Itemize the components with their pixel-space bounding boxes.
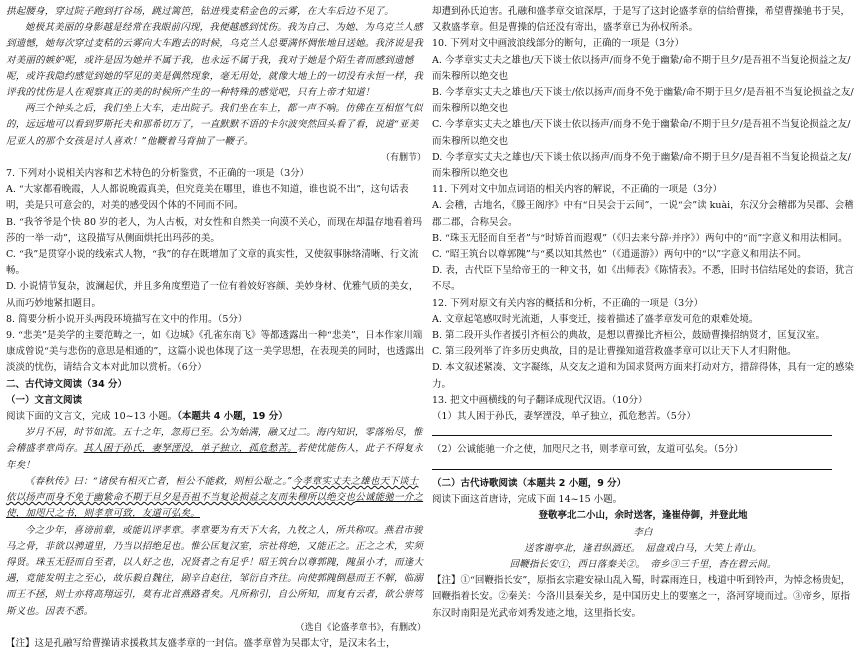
- novel-source: （有删节）: [380, 152, 426, 163]
- question-7-option-d: D. 小说情节复杂，波澜起伏，并且多角度塑造了一位有着姣好容颜、美妙身材、优雅气质的美女，从而巧妙地紧扣题目。: [6, 281, 419, 309]
- wenyan-text: 若使忧能伤人，此子不得复永年矣！: [6, 443, 424, 471]
- poem-line: 送客谢亭北，逢君纵酒还。 屈盘戏白马，大笑上青山。: [524, 542, 762, 554]
- answer-line: [432, 425, 854, 442]
- question-7-option-b: B. “我爷爷是个快 80 岁的老人，为人古板，对女性和自然美一向漠不关心，而现在却温存地看着玛莎的一举一动”，这段描写从侧面烘托出玛莎的美。: [6, 216, 423, 244]
- wavy-underlined-passage: 今孝章实丈夫之雄也天下谈士依以扬声而身不免于幽絷命不期于旦夕是吾祖不当复论损益之友而朱穆所以绝交也: [6, 475, 419, 504]
- question-10-option-b: B. 今孝章实丈夫之雄也/天下谈士/依以扬声/而身不免于幽絷/命不期于旦夕/是吾祖不当复论损益之友/而朱穆所以绝交也: [432, 87, 854, 115]
- section-2-2-heading: （二）古代诗歌阅读（本题共 2 小题，9 分）: [432, 477, 627, 489]
- question-11-option-a: A. 会稽，古地名，《滕王阁序》中有“日吴会于云间”，一说“会”读 kuài，东汉分会稽郡为吴郡、会稽郡二郡，合称吴会。: [432, 200, 854, 228]
- question-12-option-d: D. 本文叙述紧凑、文字凝练，从交友之道和为国求贤两方面来打动对方，措辞得体，具有一定的感染力。: [432, 362, 854, 390]
- question-11-stem: 11. 下列对文中加点词语的相关内容的解说，不正确的一项是（3分）: [432, 184, 723, 196]
- question-11-option-c: C. “昭王筑台以尊郭隗”与“奚以知其然也”（《逍遥游》）两句中的“以”字意义和用法不同。: [432, 249, 807, 261]
- question-11-option-b: B. “珠玉无胫而自至者”与“时矫首而遐观”（《归去来兮辞·并序》）两句中的“而”字意义和用法相同。: [432, 232, 848, 244]
- left-column: [6, 4, 426, 649]
- question-12-option-c: C. 第三段列举了许多历史典故，目的是让曹操知道营救盛孝章可以让天下人才归附他。: [432, 346, 797, 358]
- poem-note: 【注】①“回鞭指长安”，原指玄宗避安禄山乱入蜀，时霖雨连日，栈道中听到铃声，为悼念杨贵妃，回鞭指着长安。②秦关：今洛川县秦关乡，是中国历史上的要塞之一，洛河穿境而过。③帝乡，原指东汉时南阳是光武帝刘秀发迹之地，这里指长安。: [432, 575, 851, 619]
- footnote: 【注】这是孔融写给曹操请求援救其友盛孝章的一封信。盛孝章曾为吴郡太守，是汉末名士，: [6, 637, 396, 649]
- question-10-stem: 10. 下列对文中画波浪线部分的断句，正确的一项是（3分）: [432, 38, 685, 50]
- section-2-1-intro: [6, 409, 426, 425]
- novel-paragraph: 两三个钟头之后，我们坐上大车，走出院子。我们坐在车上，都一声不响。仿佛在互相怄气似的，远远地可以看到罗斯托夫和那希切万了，一直默默不语的卡尔波突然回头看了看，说道“亚美尼亚人的那个女孩是讨人喜欢！”他鞭着马背抽了一鞭子。: [6, 103, 423, 147]
- wenyan-text: 岁月不居，时节如流。五十之年，忽焉已至。公为始满，融又过二。海内知识，零落殆尽，惟会稽盛孝章尚存。: [6, 427, 423, 455]
- wenyan-paragraph-3: 今之少年，喜谤前辈，或能讥评孝章。孝章要为有天下大名，九牧之人，所共称叹。燕君市骏马之骨，非欲以骋道里，乃当以招绝足也。惟公匡复汉室，宗社将绝，又能正之。正之之术，实须得贤。珠玉无胫而自至者，以人好之也，况贤者之有足乎！昭王筑台以尊郭隗，隗虽小才，而逢大遇，竟能发明主之至心，故乐毅自魏往，剧辛自赵往，邹衍自齐往。向使郭隗倒悬而王不解，临溺而王不拯，则士亦将高翔远引，莫有北首燕路者矣。凡所称引，自公所知，而复有云者，欲公崇笃斯义也。因表不悉。: [6, 524, 424, 617]
- question-7-stem: 7. 下列对小说相关内容和艺术特色的分析鉴赏，不正确的一项是（3分）: [6, 168, 310, 180]
- right-column: [432, 4, 854, 619]
- wenyan-source: （选自《论盛孝章书》，有删改）: [295, 622, 426, 633]
- question-10-option-d: D. 今孝章实丈夫之雄也/天下谈士依以扬声/而身不免于幽絷/命不期于旦夕/是吾祖不当复论损益之友/而朱穆所以绝交也: [432, 151, 851, 180]
- wenyan-paragraph-1: [6, 425, 426, 474]
- poem-title: 登敬亭北二小山，余时送客，逢崔侍御，并登此地: [538, 510, 748, 522]
- underlined-sentence-2: 公诚能驰一介之使，加咫尺之书，则孝章可致，友道可弘矣。: [6, 492, 424, 520]
- answer-blank[interactable]: [432, 425, 832, 436]
- answer-blank[interactable]: [432, 459, 832, 470]
- question-10-option-a: A. 今孝章实丈夫之雄也/天下谈士依以扬声/而身不免于幽絷/命不期于旦夕/是吾祖不当复论损益之友/而朱穆所以绝交也: [432, 54, 851, 82]
- footnote-continued: 却遭到孙氏迫害。孔融和盛孝章交谊深厚，于是写了这封论盛孝章的信给曹操，希望曹操驰书于吴，又救盛孝章。但是曹操的信还没有寄出，盛孝章已为孙权所杀。: [432, 6, 851, 34]
- novel-paragraph: 她极其美丽的身影越是经常在我眼前闪现，我便越感到忧伤。我为自己、为她、为乌克兰人感到遗憾，她每次穿过麦秸的云雾向大车跑去的时候，乌克兰人总要满怀惆怅地目送她。我济说是我对美丽的嫉妒呢，或许是因为她并不属于我，也永远不属于我，我对于她是个陌生者而感到遗憾呢，或许我隐约感觉到她的罕见的美是偶然现象，毫无用处，就像大地上的一切没有永恒一样，我评我的忧伤是人在观察真正的美的时候所产生的一种特殊的感觉吧，只有上帝才知道！: [6, 22, 424, 99]
- question-13-part-2: （2）公诚能驰一介之使，加咫尺之书，则孝章可致，友道可弘矣。（5分）: [432, 444, 744, 456]
- question-9: 9. “悲美”是美学的主要范畴之一，如《边城》《孔雀东南飞》等都透露出一种“悲美”，日本作家川端康成曾说“美与悲伤的意思是相通的”，这篇小说也体现了这一美学思想，在表现美的同时，也透露出淡淡的忧伤，请结合文本对此加以赏析。（6分）: [6, 330, 425, 374]
- section-2-heading: 二、古代诗文阅读（34 分）: [6, 378, 128, 390]
- wenyan-text: 《春秋传》曰：“诸侯有相灭亡者，桓公不能救，则桓公耻之。”: [25, 475, 293, 487]
- question-10-option-c: C. 今孝章实丈夫之雄也/天下谈士依以扬声/而身不免于幽絷命/不期于旦夕/是吾祖不当复论损益之友/而朱穆所以绝交也: [432, 119, 851, 147]
- section-2-1-heading: （一）文言文阅读: [6, 394, 83, 406]
- question-8: 8. 简要分析小说开头两段环境描写在文中的作用。（5分）: [6, 313, 248, 325]
- novel-paragraph: 拱起腰身，穿过院子跑到打谷场，跳过篱笆，钻进残麦秸金色的云雾，在大车后边不见了。: [6, 6, 395, 17]
- question-11-option-d: D. 表，古代臣下呈给帝王的一种文书，如《出师表》《陈情表》。不悉，旧时书信结尾处的套语，犹言不尽。: [432, 265, 854, 293]
- question-7-option-a: A. “大家都看晚霞，人人都说晚霞真美，但究竟美在哪里，谁也不知道，谁也说不出”，这句话表明，美是只可意会的，对美的感受因个体的不同而不同。: [6, 184, 409, 212]
- section-2-2-intro: 阅读下面这首唐诗，完成下面 14~15 小题。: [432, 494, 623, 506]
- intro-text: 阅读下面的文言文，完成 10~13 小题。: [6, 411, 178, 423]
- intro-bold: （本题共 4 小题，19 分）: [177, 411, 288, 423]
- question-13-part-1: （1）其人困于孙氏，妻孥湮没，单孑独立，孤危愁苦。（5分）: [432, 411, 696, 423]
- underlined-sentence-1: 其人困于孙氏，妻孥湮没，单子独立，孤危愁苦。: [83, 443, 298, 455]
- question-7-option-c: C. “我”是贯穿小说的线索式人物，“我”的存在既增加了文章的真实性，又使叙事脉络清晰、行文流畅。: [6, 249, 419, 277]
- poem-line: 回鞭指长安①，西日落秦关②。 帝乡③三千里，杳在碧云间。: [509, 558, 777, 570]
- question-12-stem: 12. 下列对原文有关内容的概括和分析，不正确的一项是（3分）: [432, 297, 704, 309]
- question-13-stem: 13. 把文中画横线的句子翻译成现代汉语。（10分）: [432, 394, 648, 406]
- wenyan-paragraph-2: [6, 474, 426, 523]
- question-12-option-a: A. 文章起笔感叹时光流逝，人事变迁，接着描述了盛孝章发可危的艰难处境。: [432, 313, 759, 325]
- poem-author: 李白: [633, 526, 653, 538]
- question-12-option-b: B. 第二段开头作者援引齐桓公的典故，是想以曹操比齐桓公，鼓励曹操招纳贤才，匡复汉室。: [432, 330, 826, 342]
- answer-line: [432, 459, 854, 476]
